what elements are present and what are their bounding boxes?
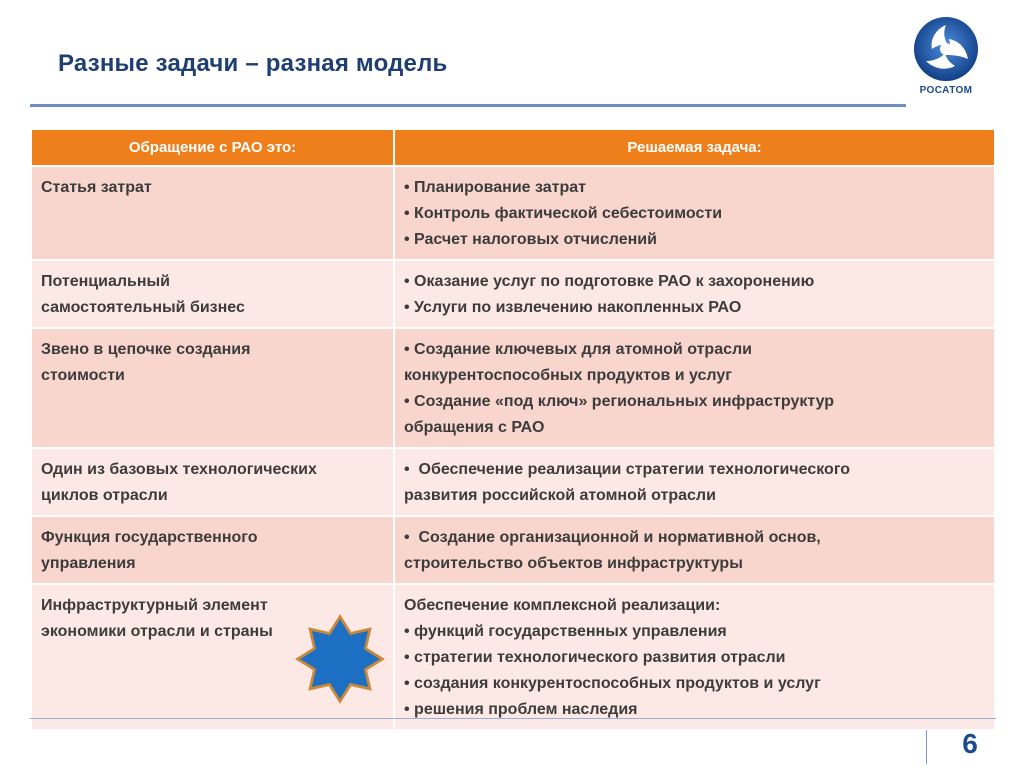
table-header-left: Обращение с РАО это: bbox=[31, 129, 394, 166]
eight-point-star-icon bbox=[294, 613, 386, 705]
cell-line: Один из базовых технологических bbox=[41, 461, 317, 478]
cell-line: Потенциальный bbox=[41, 273, 171, 290]
row-task-cell bbox=[394, 260, 995, 328]
cell-line: строительство объектов инфраструктуры bbox=[404, 555, 743, 572]
cell-line: • Создание «под ключ» региональных инфраструктур bbox=[404, 393, 835, 410]
cell-line: циклов отрасли bbox=[41, 487, 168, 504]
footer-divider bbox=[30, 718, 996, 719]
cell-line: • Услуги по извлечению накопленных РАО bbox=[404, 299, 742, 316]
cell-line: • Планирование затрат bbox=[404, 179, 587, 196]
row-label-cell bbox=[31, 448, 394, 516]
row-label-cell bbox=[31, 328, 394, 448]
table-row bbox=[31, 166, 995, 260]
table-row bbox=[31, 448, 995, 516]
cell-line: Функция государственного bbox=[41, 529, 258, 546]
table-row bbox=[31, 584, 995, 730]
row-task-cell bbox=[394, 584, 995, 730]
cell-line: развития российской атомной отрасли bbox=[404, 487, 716, 504]
cell-line: Звено в цепочке создания bbox=[41, 341, 251, 358]
cell-line: Инфраструктурный элемент bbox=[41, 597, 268, 614]
row-label-cell bbox=[31, 516, 394, 584]
cell-line: обращения с РАО bbox=[404, 419, 545, 436]
cell-line: • решения проблем наследия bbox=[404, 701, 638, 718]
table-row bbox=[31, 260, 995, 328]
cell-line: • Создание ключевых для атомной отрасли bbox=[404, 341, 752, 358]
cell-line: конкурентоспособных продуктов и услуг bbox=[404, 367, 732, 384]
row-task-cell bbox=[394, 166, 995, 260]
table-row bbox=[31, 516, 995, 584]
cell-line: управления bbox=[41, 555, 136, 572]
row-label-cell bbox=[31, 166, 394, 260]
rosatom-logo-icon bbox=[912, 15, 980, 83]
table-row bbox=[31, 328, 995, 448]
rosatom-logo bbox=[906, 15, 986, 105]
cell-line: стоимости bbox=[41, 367, 125, 384]
cell-line: самостоятельный бизнес bbox=[41, 299, 245, 316]
cell-line: Статья затрат bbox=[41, 179, 152, 196]
table-header-right: Решаемая задача: bbox=[394, 129, 995, 166]
page-number-divider bbox=[926, 730, 927, 764]
row-task-cell bbox=[394, 448, 995, 516]
row-task-cell bbox=[394, 516, 995, 584]
table-header-row bbox=[31, 129, 995, 166]
page-title: Разные задачи – разная модель bbox=[58, 50, 448, 77]
cell-line: • Оказание услуг по подготовке РАО к захоронению bbox=[404, 273, 815, 290]
cell-line: • Расчет налоговых отчислений bbox=[404, 231, 657, 248]
cell-line: • Создание организационной и нормативной основ, bbox=[404, 529, 821, 546]
page-number: 6 bbox=[962, 728, 978, 759]
cell-line: • функций государственных управления bbox=[404, 623, 727, 640]
cell-line: Обеспечение комплексной реализации: bbox=[404, 597, 721, 614]
cell-line: • Контроль фактической себестоимости bbox=[404, 205, 723, 222]
cell-line: • стратегии технологического развития отрасли bbox=[404, 649, 786, 666]
cell-line: • Обеспечение реализации стратегии технологического bbox=[404, 461, 851, 478]
row-task-cell bbox=[394, 328, 995, 448]
tasks-table bbox=[30, 128, 996, 731]
cell-line: • создания конкурентоспособных продуктов и услуг bbox=[404, 675, 821, 692]
cell-line: экономики отрасли и страны bbox=[41, 623, 273, 640]
row-label-cell bbox=[31, 260, 394, 328]
title-divider bbox=[30, 104, 906, 107]
logo-text: РОСАТОМ bbox=[919, 85, 973, 96]
